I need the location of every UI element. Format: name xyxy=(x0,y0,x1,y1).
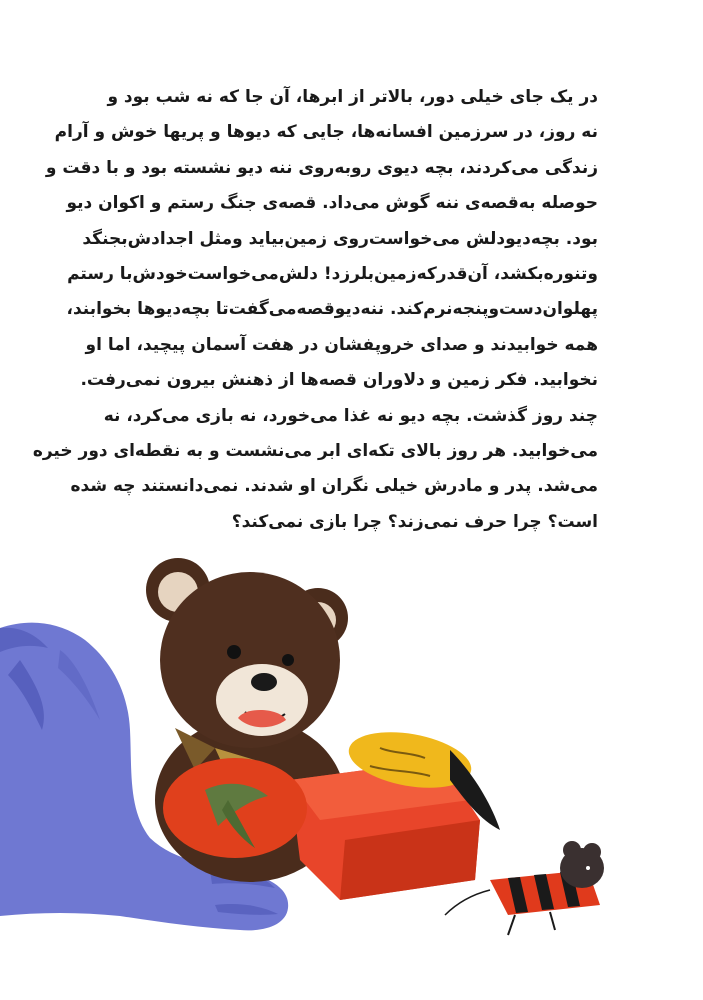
story-line: می‌شد. پدر و مادرش خیلی نگران او شدند. نمی‌دانستند چه شده xyxy=(70,476,598,497)
story-line: وتنوره‌بکشد، آن‌قدرکه‌زمین‌بلرزد! دلش‌می‌خواست‌خودش‌با رستم xyxy=(67,263,598,284)
story-line: پهلوان‌دست‌وپنجه‌نرم‌کند. ننه‌دیوقصه‌می‌گفت‌تا بچه‌دیوها بخوابند، xyxy=(66,299,598,320)
story-line: در یک جای خیلی دور، بالاتر از ابرها، آن جا که نه شب بود و xyxy=(107,87,598,107)
teddy-bear-illustration xyxy=(0,540,703,1000)
story-line: زندگی می‌کردند، بچه دیوی روبه‌روی ننه دیو نشسته بود و با دقت و xyxy=(45,157,598,178)
story-line: چند روز گذشت. بچه دیو نه غذا می‌خورد، نه بازی می‌کرد، نه xyxy=(103,405,598,426)
story-line: حوصله به‌قصه‌ی ننه گوش می‌داد. قصه‌ی جنگ رستم و اکوان دیو xyxy=(66,193,598,214)
tomato-toy xyxy=(163,758,307,858)
story-line: نه روز، در سرزمین افسانه‌ها، جایی که دیوها و پریها خوش و آرام xyxy=(54,122,598,143)
story-text xyxy=(32,80,598,540)
story-line: بود. بچه‌دیودلش می‌خواست‌روی زمین‌بیاید و‌مثل اجدادش‌بجنگد xyxy=(82,228,598,249)
story-line: همه خوابیدند و صدای خروپفشان در هفت آسمان پیچید، اما او xyxy=(85,334,598,355)
story-line: است؟ چرا حرف نمی‌زند؟ چرا بازی نمی‌کند؟ xyxy=(231,511,598,532)
story-line: می‌خوابید. هر روز بالای تکه‌ای ابر می‌نشست و به نقطه‌ای دور خیره xyxy=(32,440,598,461)
story-line: نخوابید. فکر زمین و دلاوران قصه‌ها از ذهنش بیرون نمی‌رفت. xyxy=(80,370,598,391)
